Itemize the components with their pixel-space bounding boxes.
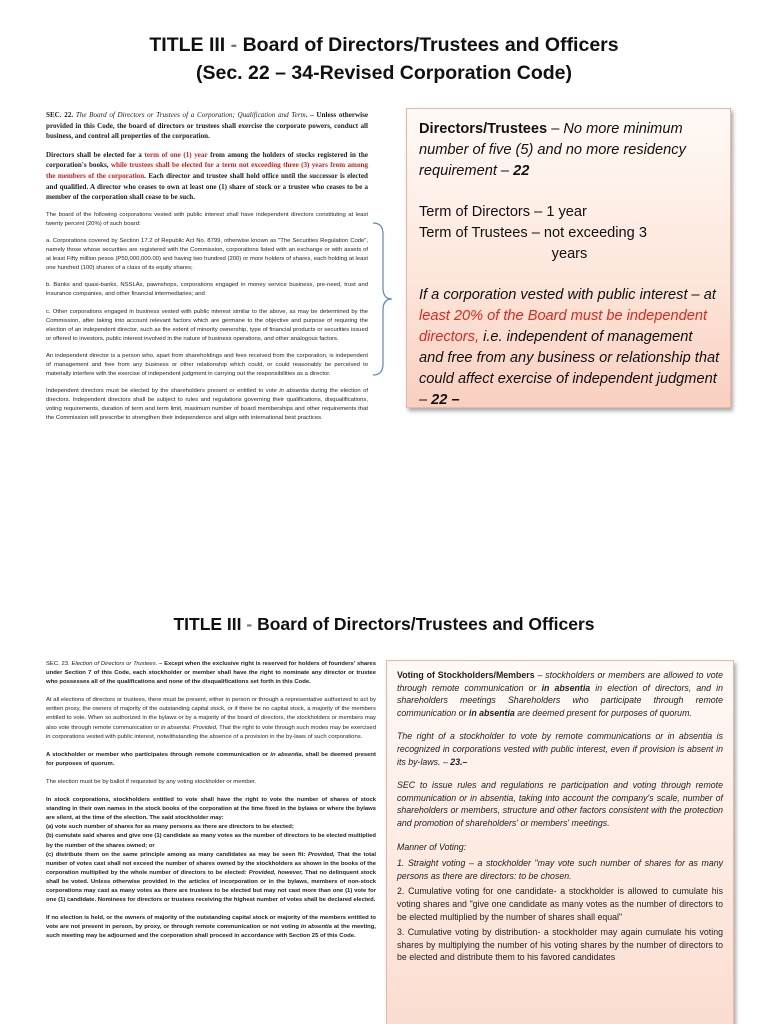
- box1-l1c: 22: [513, 163, 530, 179]
- box2-p2a: The right of a stockholder to vote by remote communications or in absentia is recognized in corporations vested with public interest, even if provision is absent in its by-laws. –: [397, 731, 723, 767]
- box2-p1b: – stockholders or members are allowed to vote through remote communication or: [397, 670, 723, 693]
- sec23-p2e: That the right to vote through such modes may be exercised in corporations vested with public interest, notwithstanding the absence of a provision in the by-laws of such corporations.: [46, 724, 376, 740]
- sec22-p5b: in absentia: [279, 388, 309, 395]
- box2-heading: Voting of Stockholders/Members: [397, 670, 535, 680]
- box1-term-trustees: Term of Trustees – not exceeding 3: [419, 225, 647, 241]
- sec22-p1: [46, 110, 368, 142]
- box1-l1b: – No more minimum number of five (5) and no more residency requirement –: [419, 121, 686, 179]
- box1-years: years: [551, 246, 588, 262]
- sec23-p6a: If no election is held, or the owners of majority of the outstanding capital stock or majority of the members entitled to vote are not present in person, by proxy, or through remote communication or not voting: [46, 915, 376, 931]
- title-dash: -: [225, 34, 243, 56]
- box1-directors-trustees: [419, 119, 720, 182]
- slide1-title: [0, 34, 768, 57]
- box1-l5d: 22 –: [431, 392, 460, 408]
- title-rest: Board of Directors/Trustees and Officers: [242, 34, 619, 56]
- sec23-p6: [46, 914, 376, 941]
- sec23-p5c2: Provided,: [307, 851, 335, 858]
- summary-box-sec22: [406, 108, 731, 408]
- sec23-p3: [46, 751, 376, 769]
- sec23-p2d: Provided,: [192, 724, 218, 731]
- sec23-p3a: A stockholder or member who participates through remote communication or: [46, 751, 271, 758]
- box2-p1c: in absentia: [541, 682, 591, 693]
- sec22-pb: b. Banks and quasi-banks, NSSLAs, pawnshops, corporations engaged in money service business, pre-need, trust and insurance companies, and other financial intermediaries; and: [46, 282, 368, 298]
- slide1-subtitle: (Sec. 22 – 34-Revised Corporation Code): [195, 62, 573, 84]
- sec23-p2a: At all elections of directors or trustees, there must be present, either in person or through a representative authorized to act by written proxy, the owners of majority of the outstanding capital stock, or if there be no capital stock, a majority of the members entitled to vote. When so authorized in the bylaws or by a majority of the board of directors, the stockholders or members may also vote through remote communication or: [46, 697, 376, 731]
- sec23-heading: Election of Directors or Trustees.: [71, 661, 158, 667]
- title2-rest: Board of Directors/Trustees and Officers: [257, 614, 595, 634]
- sec22-p5a: Independent directors must be elected by the shareholders present or entitled to vote: [46, 388, 280, 395]
- summary-box-sec23: [386, 660, 734, 1024]
- sec23-p5c3: That the total number of votes cast shall not exceed the number of shares owned by the stockholders as shown in the books of the corporation multiplied by the whole number of directors to be elected:: [46, 851, 376, 876]
- box2-voting: [397, 669, 723, 719]
- title-prefix: TITLE III: [149, 34, 226, 56]
- sec22-p2e: . Each director and trustee shall hold office until the successor is elected and qualified. A director who ceases to own at least one (1) share of stock or a trustee who ceases to be a member of the corporation shall cease to be such.: [46, 171, 368, 202]
- sec23-p3c: , shall be deemed present for purposes of quorum.: [46, 751, 376, 767]
- box1-l5a: If a corporation vested with public interest – at: [419, 287, 716, 303]
- title2-dash: -: [241, 614, 258, 634]
- sec23-number: SEC. 23.: [46, 661, 72, 667]
- sec22-text: [46, 110, 368, 432]
- slide2-title: [0, 614, 768, 635]
- box1-term-directors: Term of Directors – 1 year: [419, 204, 587, 220]
- sec23-p5: In stock corporations, stockholders entitled to vote shall have the right to vote the number of shares of stock standing in their own names in the stock books of the corporation at the time fixed in the bylaws or where the bylaws are silent, at the time of the election. The said stockholder may:: [46, 797, 376, 822]
- box2-cumulative-distribution: 3. Cumulative voting by distribution- a stockholder may again cumulate his voting shares by multiplying the number of his voting shares by the number of directors to be elected and distribute them to his favored candidates: [397, 927, 723, 963]
- box2-p1f: are deemed present for purposes of quorum.: [514, 707, 692, 718]
- sec22-p4: An independent director is a person who, apart from shareholdings and fees received from the corporation, is independent of management and free from any business or other relationship which could, or could reasonably be perceived to materially interfere with the exercise of independent judgment in carrying out the responsibilities as a director.: [46, 352, 368, 378]
- box1-l5b: least 20% of the Board must be independent directors,: [419, 308, 708, 345]
- box2-n1b: a stockholder "may vote such number of shares for as many persons as there are directors: to be chosen.: [397, 858, 723, 881]
- sec23-p6c: at the meeting, such meeting may be adjourned and the corporation shall proceed in accordance with Section 25 of this Code.: [46, 924, 376, 940]
- sec22-p2c: from among the holders of stocks registered in the corporation's books,: [46, 150, 369, 170]
- box2-cumulative-one: 2. Cumulative voting for one candidate- a stockholder is allowed to cumulate his voting shares and "give one candidate as many votes as the number of directors to be elected multiplied by the number of shares shall equal": [397, 886, 723, 922]
- sec23-p5c5: That no delinquent stock shall be voted. Unless otherwise provided in the articles of incorporation or in the bylaws, members of non-stock corporations may cast as many votes as there are trustees to be elected but may not cast more than one (1) vote for one (1) candidate. Nominees for directors or trustees receiving the highest number of votes shall be declared elected.: [46, 869, 376, 904]
- box1-heading: Directors/Trustees: [419, 121, 548, 137]
- sec23-p6b: in absentia: [300, 924, 332, 931]
- sec22-p1-body: . – Unless otherwise provided in this Code, the board of directors or trustees shall exercise the corporate powers, conduct all business, and control all properties of the corporation.: [46, 111, 368, 141]
- sec22-p2: [46, 150, 368, 203]
- sec22-p2a: Directors shall be elected for a: [46, 150, 145, 159]
- box2-right-to-vote: [397, 730, 723, 768]
- sec23-p5b: (b) cumulate said shares and give one (1) candidate as many votes as the number of directors to be elected multiplied by the number of the shares owned; or: [46, 833, 376, 849]
- sec22-number: SEC. 22.: [46, 111, 74, 119]
- sec22-p3: The board of the following corporations vested with public interest shall have independent directors constituting at least twenty percent (20%) of such board:: [46, 211, 368, 227]
- sec22-p5c: during the election of directors. Independent directors shall be subject to rules and regulations governing their qualifications, disqualifications, voting requirements, duration of term and term limit, maximum number of board memberships and other requirements that the Commission will prescribe to strengthen their independence and align with international best practices.: [46, 388, 368, 422]
- sec22-term-directors: term of one (1) year: [144, 150, 208, 159]
- box1-public-interest: [419, 285, 720, 411]
- title2-prefix: TITLE III: [173, 614, 242, 634]
- box2-sec-rules: SEC to issue rules and regulations re participation and voting through remote communication or in absentia, taking into account the company's scale, number of shareholders or members, structure and other factors consistent with the protection and promotion of shareholders' or members' meetings.: [397, 780, 723, 828]
- sec22-pa: a. Corporations covered by Section 17.2 of Republic Act No. 8799, otherwise known as "The Securities Regulation Code", namely those whose securities are registered with the Commission, corporations listed with an exchange or with assets of at least Fifty million pesos (P50,000,000.00) and having two hundred (200) or more holders of shares, each holding at least one hundred (100) shares of a class of its equity shares;: [46, 237, 368, 272]
- box2-manner-heading: Manner of Voting:: [397, 841, 467, 852]
- sec23-p1c: – Except when the exclusive right is reserved for holders of founders' shares under Section 7 of this Code, each stockholder or member shall have the right to nominate any director or trustee who possesses all of the qualifications and none of the disqualifications set forth in this Code.: [46, 661, 376, 686]
- sec23-p5c1: (c) distribute them on the same principle among as many candidates as may be seen fit:: [46, 851, 308, 858]
- sec23-text: [46, 660, 376, 950]
- sec23-p3b: in absentia: [270, 751, 302, 758]
- sec22-pc: c. Other corporations engaged in business vested with public interest similar to the above, as may be determined by the Commission, after taking into account relevant factors which are germane to the objective and purpose of requiring the election of an independent director, such as the extent of minority ownership, type of financial products or securities issued or offered to investors, public interest involved in the nature of business operations, and other analogous factors.: [46, 308, 368, 342]
- sec23-p5: [46, 796, 376, 905]
- sec23-p2c: :: [189, 724, 193, 731]
- sec23-p5a: (a) vote such number of shares for as many persons as there are directors to be elected;: [46, 824, 294, 831]
- box1-l5c: i.e. independent of management and free from any business or relationship that could affect exercise of independent judgment –: [419, 329, 720, 408]
- sec23-p2: [46, 696, 376, 741]
- curly-brace-icon: [371, 222, 393, 376]
- box2-n1a: 1. Straight voting –: [397, 858, 478, 869]
- sec23-p4: The election must be by ballot if requested by any voting stockholder or member.: [46, 778, 257, 785]
- sec23-p1: [46, 660, 376, 687]
- sec22-p5: [46, 387, 368, 423]
- box2-p2b: 23.–: [450, 756, 468, 767]
- sec22-heading: The Board of Directors or Trustees of a Corporation; Qualification and Term: [75, 111, 306, 119]
- sec22-term-trustees: while trustees shall be elected for a term not exceeding three (3) years from among the members of the corporation: [46, 161, 368, 180]
- box2-p1e: in absentia: [468, 707, 515, 718]
- box2-p1d: in election of directors, and in shareholders meetings Shareholders who participate through remote communication or: [397, 682, 723, 718]
- sec23-p2b: in absentia: [160, 724, 190, 731]
- box2-straight-voting: [397, 857, 723, 882]
- sec23-p5c4: Provided, however,: [248, 869, 303, 876]
